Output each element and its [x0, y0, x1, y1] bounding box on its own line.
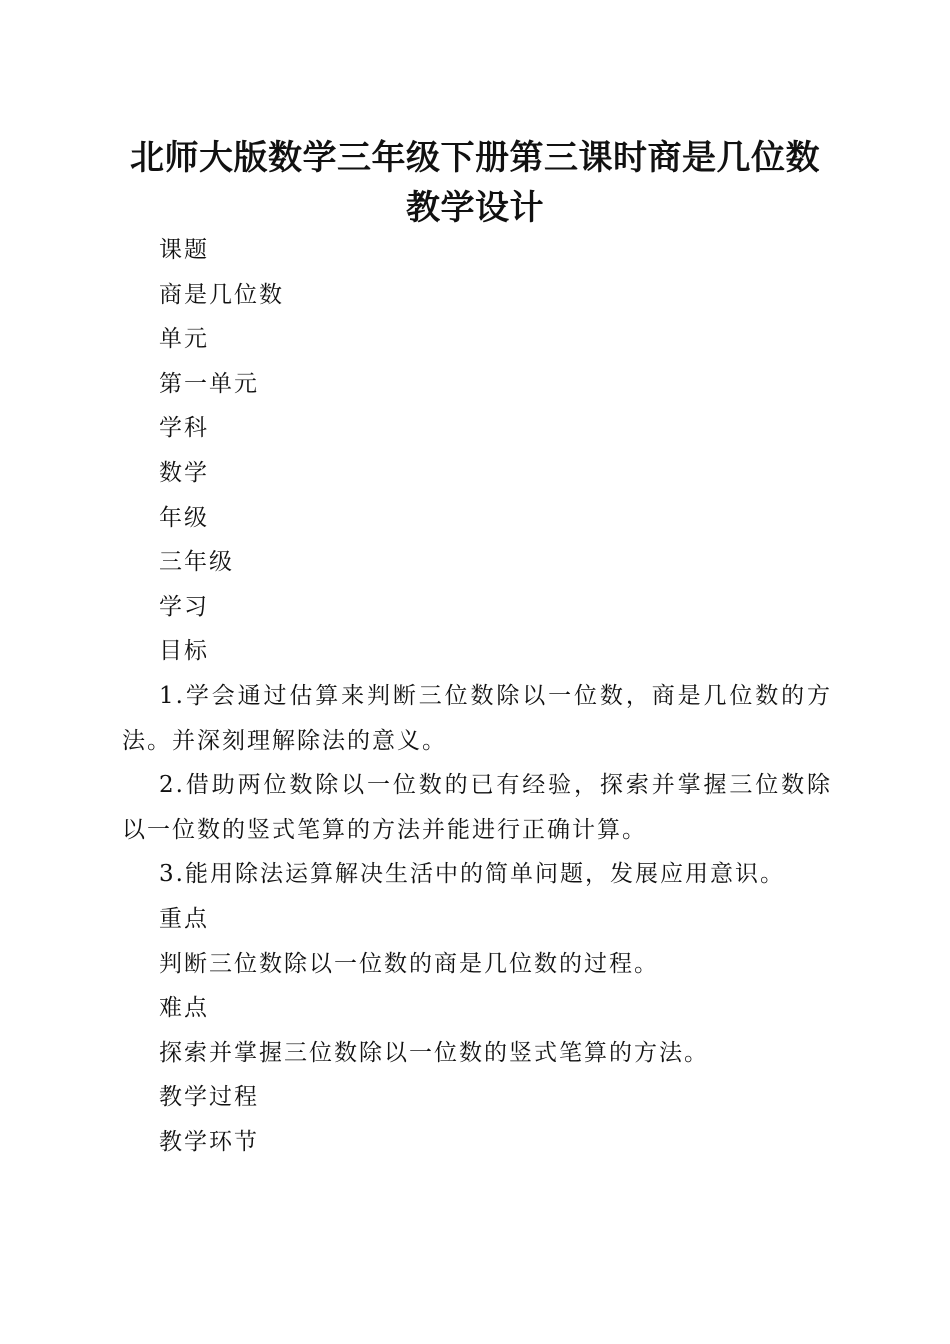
label-teaching-stage: 教学环节 [159, 1128, 259, 1155]
label-learning: 学习 [159, 593, 209, 620]
title-line-2: 教学设计 [406, 188, 544, 228]
value-key-point: 判断三位数除以一位数的商是几位数的过程。 [159, 950, 659, 977]
label-subject: 学科 [159, 415, 209, 442]
value-topic: 商是几位数 [159, 281, 284, 308]
value-difficulty: 探索并掌握三位数除以一位数的竖式笔算的方法。 [159, 1039, 709, 1066]
value-grade: 三年级 [159, 549, 234, 576]
title-line-1: 北师大版数学三年级下册第三课时商是几位数 [130, 138, 820, 178]
label-difficulty: 难点 [159, 995, 209, 1022]
label-objectives: 目标 [159, 638, 209, 665]
objective-2: 2.借助两位数除以一位数的已有经验，探索并掌握三位数除以一位数的竖式笔算的方法并能进行正确计算。 [122, 772, 832, 843]
objective-1: 1.学会通过估算来判断三位数除以一位数，商是几位数的方法。并深刻理解除法的意义。 [122, 682, 832, 754]
value-unit: 第一单元 [159, 370, 259, 397]
label-grade: 年级 [159, 504, 209, 531]
objective-3: 3.能用除法运算解决生活中的简单问题，发展应用意识。 [159, 861, 785, 888]
document-title [100, 133, 850, 233]
label-unit: 单元 [159, 326, 209, 353]
label-key-point: 重点 [159, 905, 209, 932]
document-body [122, 228, 832, 1164]
value-subject: 数学 [159, 459, 209, 486]
label-topic: 课题 [159, 237, 209, 263]
label-teaching-process: 教学过程 [159, 1084, 259, 1111]
